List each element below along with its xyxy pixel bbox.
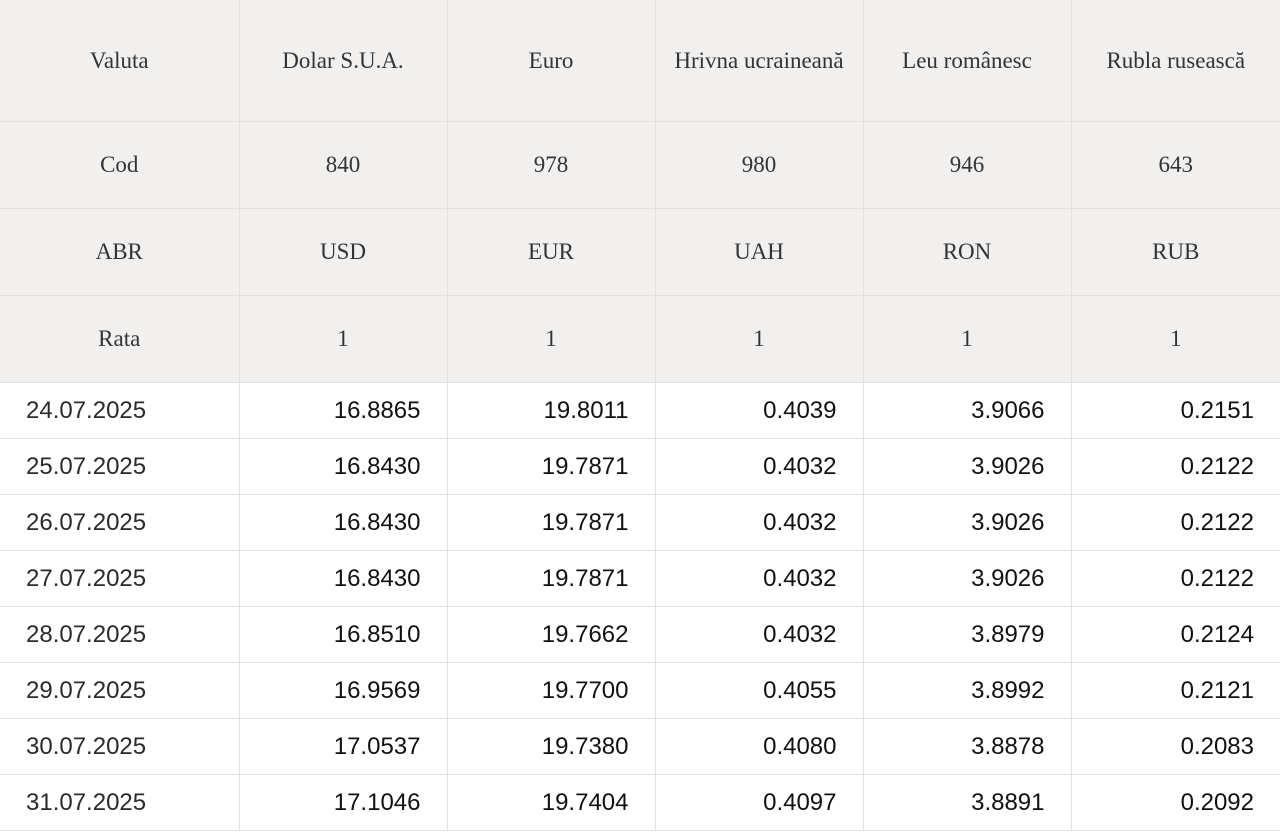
table-header	[0, 0, 1280, 383]
header-row-code	[0, 122, 1280, 209]
rate-cell-eur: 19.7404	[447, 775, 655, 831]
rate-cell-ron: 3.8992	[863, 663, 1071, 719]
rate-cell-uah: 0.4039	[655, 383, 863, 439]
row-label-rate: Rata	[0, 296, 239, 383]
rate-cell-eur: 19.7871	[447, 551, 655, 607]
currency-code-usd: 840	[239, 122, 447, 209]
rate-cell-eur: 19.7871	[447, 439, 655, 495]
rate-cell-eur: 19.8011	[447, 383, 655, 439]
date-cell: 24.07.2025	[0, 383, 239, 439]
rate-cell-rub: 0.2122	[1071, 439, 1280, 495]
table-row	[0, 719, 1280, 775]
table-row	[0, 383, 1280, 439]
rate-cell-eur: 19.7871	[447, 495, 655, 551]
table-row	[0, 439, 1280, 495]
rate-cell-ron: 3.8891	[863, 775, 1071, 831]
date-cell: 28.07.2025	[0, 607, 239, 663]
row-label-abbr: ABR	[0, 209, 239, 296]
date-cell: 25.07.2025	[0, 439, 239, 495]
table-body	[0, 383, 1280, 831]
table-row	[0, 495, 1280, 551]
rate-cell-usd: 16.9569	[239, 663, 447, 719]
table-row	[0, 775, 1280, 831]
rate-cell-usd: 16.8430	[239, 495, 447, 551]
rate-cell-eur: 19.7380	[447, 719, 655, 775]
rate-cell-rub: 0.2092	[1071, 775, 1280, 831]
currency-abbr-usd: USD	[239, 209, 447, 296]
date-cell: 27.07.2025	[0, 551, 239, 607]
rate-cell-uah: 0.4032	[655, 439, 863, 495]
date-cell: 30.07.2025	[0, 719, 239, 775]
currency-code-ron: 946	[863, 122, 1071, 209]
rate-cell-ron: 3.8979	[863, 607, 1071, 663]
header-row-currency	[0, 0, 1280, 122]
currency-rate-eur: 1	[447, 296, 655, 383]
currency-abbr-eur: EUR	[447, 209, 655, 296]
header-row-rate	[0, 296, 1280, 383]
rate-cell-uah: 0.4032	[655, 495, 863, 551]
currency-abbr-ron: RON	[863, 209, 1071, 296]
rate-cell-rub: 0.2083	[1071, 719, 1280, 775]
currency-abbr-uah: UAH	[655, 209, 863, 296]
rate-cell-uah: 0.4055	[655, 663, 863, 719]
rate-cell-usd: 16.8865	[239, 383, 447, 439]
date-cell: 31.07.2025	[0, 775, 239, 831]
rate-cell-ron: 3.9026	[863, 495, 1071, 551]
rate-cell-rub: 0.2121	[1071, 663, 1280, 719]
date-cell: 29.07.2025	[0, 663, 239, 719]
currency-name-rub: Rubla rusească	[1071, 0, 1280, 122]
rate-cell-ron: 3.9026	[863, 551, 1071, 607]
currency-rate-ron: 1	[863, 296, 1071, 383]
row-label-currency: Valuta	[0, 0, 239, 122]
rate-cell-ron: 3.8878	[863, 719, 1071, 775]
currency-code-uah: 980	[655, 122, 863, 209]
currency-abbr-rub: RUB	[1071, 209, 1280, 296]
rate-cell-uah: 0.4080	[655, 719, 863, 775]
rate-cell-usd: 16.8430	[239, 551, 447, 607]
rate-cell-ron: 3.9066	[863, 383, 1071, 439]
currency-rate-usd: 1	[239, 296, 447, 383]
rate-cell-ron: 3.9026	[863, 439, 1071, 495]
rate-cell-usd: 17.0537	[239, 719, 447, 775]
currency-name-eur: Euro	[447, 0, 655, 122]
row-label-code: Cod	[0, 122, 239, 209]
rate-cell-rub: 0.2151	[1071, 383, 1280, 439]
rate-cell-uah: 0.4032	[655, 607, 863, 663]
rate-cell-rub: 0.2124	[1071, 607, 1280, 663]
rate-cell-uah: 0.4032	[655, 551, 863, 607]
table-row	[0, 663, 1280, 719]
rate-cell-usd: 17.1046	[239, 775, 447, 831]
currency-name-uah: Hrivna ucraineană	[655, 0, 863, 122]
currency-rate-rub: 1	[1071, 296, 1280, 383]
rate-cell-eur: 19.7662	[447, 607, 655, 663]
rate-cell-rub: 0.2122	[1071, 551, 1280, 607]
currency-name-ron: Leu românesc	[863, 0, 1071, 122]
date-cell: 26.07.2025	[0, 495, 239, 551]
table-row	[0, 551, 1280, 607]
currency-name-usd: Dolar S.U.A.	[239, 0, 447, 122]
rate-cell-rub: 0.2122	[1071, 495, 1280, 551]
table-row	[0, 607, 1280, 663]
rate-cell-eur: 19.7700	[447, 663, 655, 719]
rate-cell-usd: 16.8510	[239, 607, 447, 663]
header-row-abbr	[0, 209, 1280, 296]
rate-cell-uah: 0.4097	[655, 775, 863, 831]
currency-code-eur: 978	[447, 122, 655, 209]
currency-rate-uah: 1	[655, 296, 863, 383]
currency-code-rub: 643	[1071, 122, 1280, 209]
rate-cell-usd: 16.8430	[239, 439, 447, 495]
